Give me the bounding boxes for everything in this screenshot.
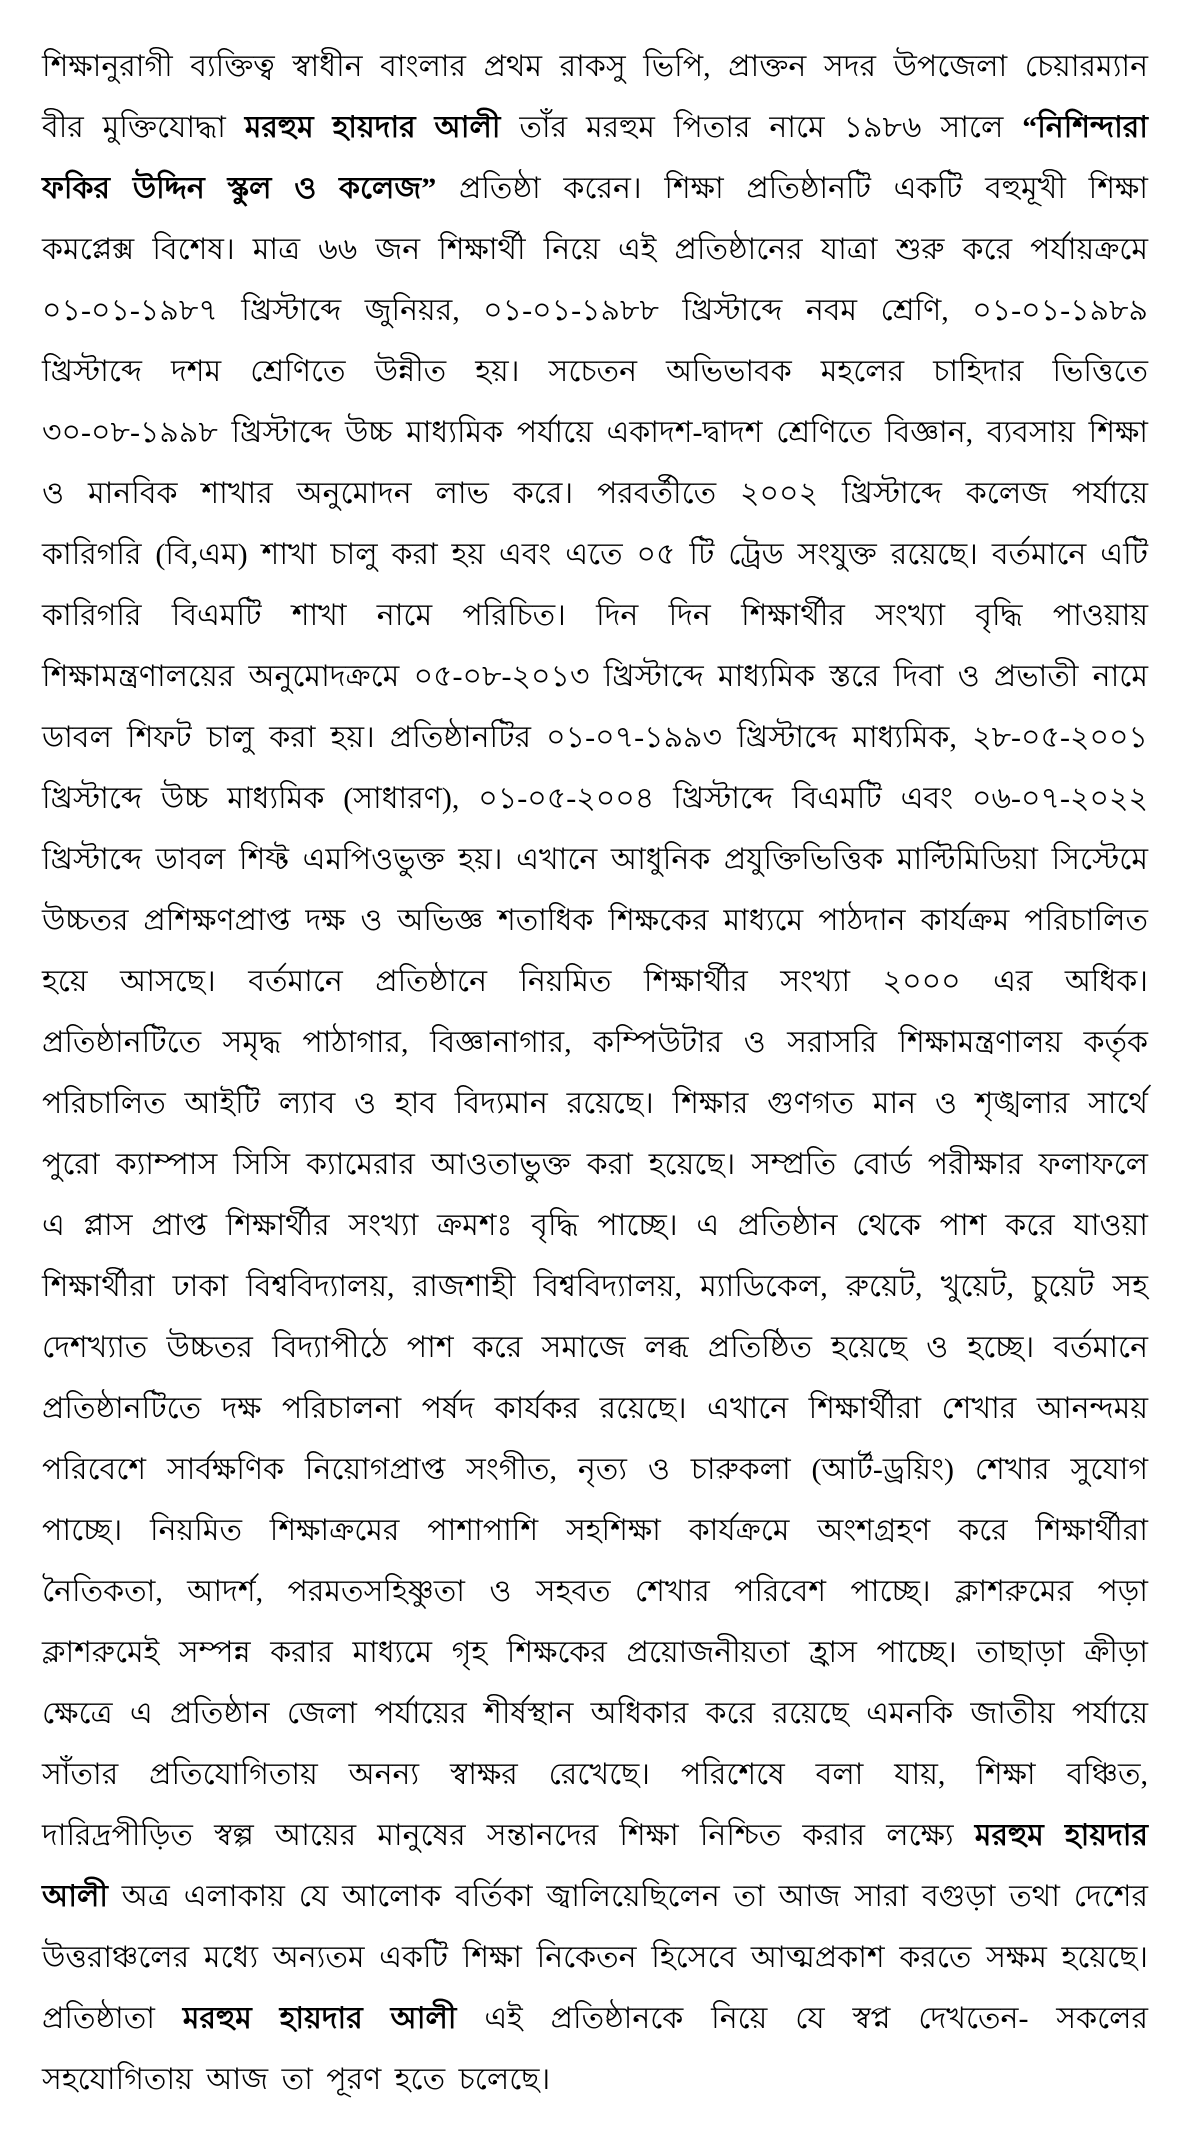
body-paragraph [42, 36, 1148, 2110]
founder-name-bold-second: মরহুম হায়দার আলী [42, 1819, 1148, 1913]
text-run-legacy: অত্র এলাকায় যে আলোক বর্তিকা জ্বালিয়েছিলেন তা আজ সারা বগুড়া তথা দেশের উত্তরাঞ্চলের মধ্যে অন্যতম একটি শিক্ষা নিকেতন হিসেবে আত্মপ্রকাশ করতে সক্ষম হয়েছে। প্রতিষ্ঠাতা [42, 1880, 1148, 2035]
text-run-history: প্রতিষ্ঠা করেন। শিক্ষা প্রতিষ্ঠানটি একটি বহুমূখী শিক্ষা কমপ্লেক্স বিশেষ। মাত্র ৬৬ জন শিক্ষার্থী নিয়ে এই প্রতিষ্ঠানের যাত্রা শুরু করে পর্যায়ক্রমে ০১-০১-১৯৮৭ খ্রিস্টাব্দে জুনিয়র, ০১-০১-১৯৮৮ খ্রিস্টাব্দে নবম শ্রেণি, ০১-০১-১৯৮৯ খ্রিস্টাব্দে দশম শ্রেণিতে উন্নীত হয়। সচেতন অভিভাবক মহলের চাহিদার ভিত্তিতে ৩০-০৮-১৯৯৮ খ্রিস্টাব্দে উচ্চ মাধ্যমিক পর্যায়ে একাদশ-দ্বাদশ শ্রেণিতে বিজ্ঞান, ব্যবসায় শিক্ষা ও মানবিক শাখার অনুমোদন লাভ করে। পরবর্তীতে ২০০২ খ্রিস্টাব্দে কলেজ পর্যায়ে কারিগরি (বি,এম) শাখা চালু করা হয় এবং এতে ০৫ টি ট্রেড সংযুক্ত রয়েছে। বর্তমানে এটি কারিগরি বিএমটি শাখা নামে পরিচিত। দিন দিন শিক্ষার্থীর সংখ্যা বৃদ্ধি পাওয়ায় শিক্ষামন্ত্রণালয়ের অনুমোদক্রমে ০৫-০৮-২০১৩ খ্রিস্টাব্দে মাধ্যমিক স্তরে দিবা ও প্রভাতী নামে ডাবল শিফট চালু করা হয়। প্রতিষ্ঠানটির ০১-০৭-১৯৯৩ খ্রিস্টাব্দে মাধ্যমিক, ২৮-০৫-২০০১ খ্রিস্টাব্দে উচ্চ মাধ্যমিক (সাধারণ), ০১-০৫-২০০৪ খ্রিস্টাব্দে বিএমটি এবং ০৬-০৭-২০২২ খ্রিস্টাব্দে ডাবল শিফ্ট এমপিওভুক্ত হয়। এখানে আধুনিক প্রযুক্তিভিত্তিক মাল্টিমিডিয়া সিস্টেমে উচ্চতর প্রশিক্ষণপ্রাপ্ত দক্ষ ও অভিজ্ঞ শতাধিক শিক্ষকের মাধ্যমে পাঠদান কার্যক্রম পরিচালিত হয়ে আসছে। বর্তমানে প্রতিষ্ঠানে নিয়মিত শিক্ষার্থীর সংখ্যা ২০০০ এর অধিক। প্রতিষ্ঠানটিতে সমৃদ্ধ পাঠাগার, বিজ্ঞানাগার, কম্পিউটার ও সরাসরি শিক্ষামন্ত্রণালয় কর্তৃক পরিচালিত আইটি ল্যাব ও হাব বিদ্যমান রয়েছে। শিক্ষার গুণগত মান ও শৃঙ্খলার সার্থে পুরো ক্যাম্পাস সিসি ক্যামেরার আওতাভুক্ত করা হয়েছে। সম্প্রতি বোর্ড পরীক্ষার ফলাফলে এ প্লাস প্রাপ্ত শিক্ষার্থীর সংখ্যা ক্রমশঃ বৃদ্ধি পাচ্ছে। এ প্রতিষ্ঠান থেকে পাশ করে যাওয়া শিক্ষার্থীরা ঢাকা বিশ্ববিদ্যালয়, রাজশাহী বিশ্ববিদ্যালয়, ম্যাডিকেল, রুয়েট, খুয়েট, চুয়েট সহ দেশখ্যাত উচ্চতর বিদ্যাপীঠে পাশ করে সমাজে লব্ধ প্রতিষ্ঠিত হয়েছে ও হচ্ছে। বর্তমানে প্রতিষ্ঠানটিতে দক্ষ পরিচালনা পর্ষদ কার্যকর রয়েছে। এখানে শিক্ষার্থীরা শেখার আনন্দময় পরিবেশে সার্বক্ষণিক নিয়োগপ্রাপ্ত সংগীত, নৃত্য ও চারুকলা (আর্ট-ড্রয়িং) শেখার সুযোগ পাচ্ছে। নিয়মিত শিক্ষাক্রমের পাশাপাশি সহশিক্ষা কার্যক্রমে অংশগ্রহণ করে শিক্ষার্থীরা নৈতিকতা, আদর্শ, পরমতসহিষ্ণুতা ও সহবত শেখার পরিবেশ পাচ্ছে। ক্লাশরুমের পড়া ক্লাশরুমেই সম্পন্ন করার মাধ্যমে গৃহ শিক্ষকের প্রয়োজনীয়তা হ্রাস পাচ্ছে। তাছাড়া ক্রীড়া ক্ষেত্রে এ প্রতিষ্ঠান জেলা পর্যায়ের শীর্ষস্থান অধিকার করে রয়েছে এমনকি জাতীয় পর্যায়ে সাঁতার প্রতিযোগিতায় অনন্য স্বাক্ষর রেখেছে। পরিশেষে বলা যায়, শিক্ষা বঞ্চিত, দারিদ্রপীড়িত স্বল্প আয়ের মানুষের সন্তানদের শিক্ষা নিশ্চিত করার লক্ষ্যে [42, 172, 1148, 1852]
text-run-father-name: তাঁর মরহুম পিতার নামে ১৯৮৬ সালে [500, 111, 1023, 144]
founder-name-bold-third: মরহুম হায়দার আলী [182, 2002, 457, 2035]
founder-name-bold: মরহুম হায়দার আলী [244, 111, 501, 144]
institution-name-bold: “নিশিন্দারা ফকির উদ্দিন স্কুল ও কলেজ” [42, 111, 1148, 205]
text-run-closing: এই প্রতিষ্ঠানকে নিয়ে যে স্বপ্ন দেখতেন- সকলের সহযোগিতায় আজ তা পূরণ হতে চলেছে। [42, 2002, 1149, 2096]
text-run-intro: শিক্ষানুরাগী ব্যক্তিত্ব স্বাধীন বাংলার প্রথম রাকসু ভিপি, প্রাক্তন সদর উপজেলা চেয়ারম্যান বীর মুক্তিযোদ্ধা [42, 50, 1148, 144]
